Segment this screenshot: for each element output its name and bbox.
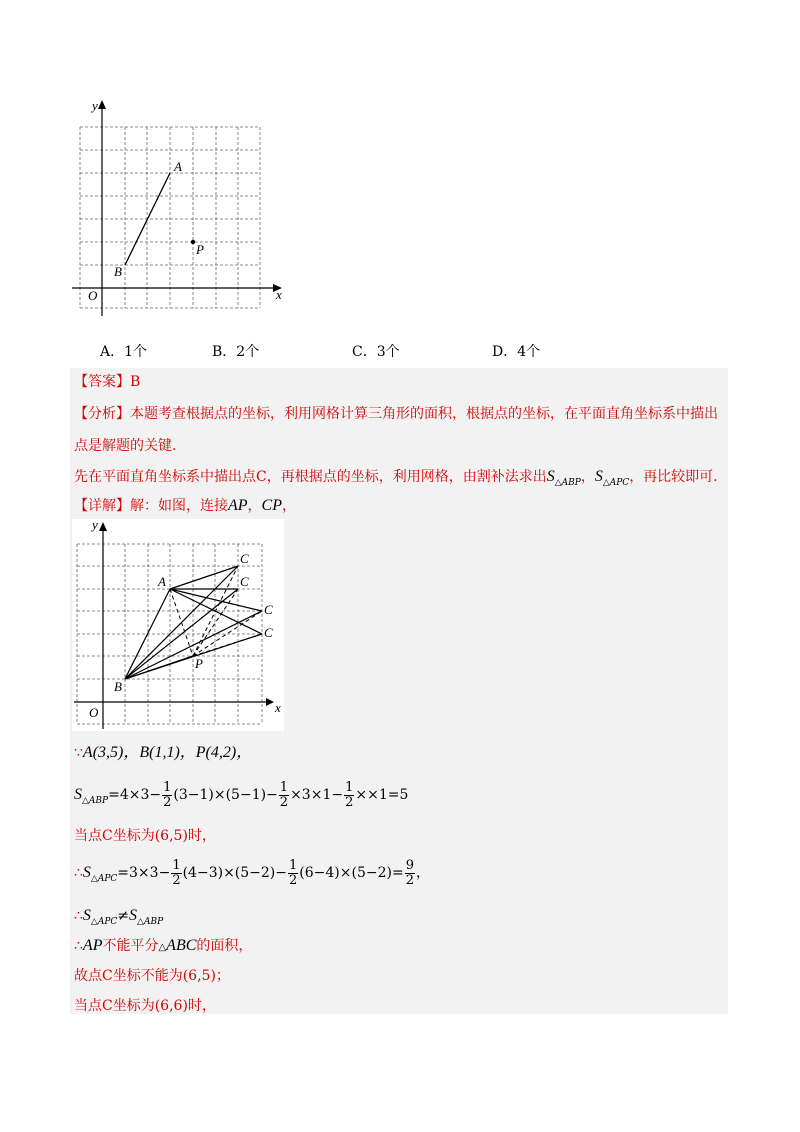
label-b: B [114, 679, 122, 694]
choice-c[interactable]: C．3个 [352, 344, 400, 360]
conclusion1-line: 故点C坐标不能为(6,5)； [74, 968, 230, 984]
label-a: A [174, 159, 182, 174]
label-p: P [196, 242, 204, 257]
label-c-4: C [264, 625, 273, 640]
y-label: y [92, 98, 98, 113]
label-p: P [195, 656, 203, 671]
not-bisect-line: ∴AP不能平分△ABC的面积， [74, 937, 253, 954]
coordinate-figure-1 [68, 94, 293, 324]
s-abp-equation: $S_{\triangle ABP}=4\times 3-$ $\frac{1}{2}$ (3−1)×(5−1)− $\frac{1}{2}$ ×3×1− $\frac{1}{2}$ ××1=5 [74, 779, 409, 810]
grid [80, 127, 260, 308]
choice-d[interactable]: D．4个 [492, 344, 541, 360]
fraction: $\frac{9}{2}$ [405, 857, 414, 888]
point-p [191, 240, 195, 244]
answer-line [74, 372, 140, 392]
label-c-2: C [240, 574, 249, 589]
label-c-1: C [240, 551, 249, 566]
y-axis-arrow [98, 100, 106, 109]
fraction: $\frac{1}{2}$ [172, 857, 181, 888]
answer-value: B [130, 374, 141, 390]
x-label: x [276, 287, 282, 302]
origin-label: O [89, 705, 99, 720]
x-label: x [275, 700, 281, 715]
fraction: $\frac{1}{2}$ [163, 779, 172, 810]
choice-b[interactable]: B．2个 [212, 344, 260, 360]
fraction: $\frac{1}{2}$ [289, 857, 298, 888]
choice-a[interactable]: A．1个 [100, 344, 148, 360]
label-a: A [158, 574, 166, 589]
label-b: B [114, 264, 122, 279]
fraction: $\frac{1}{2}$ [279, 779, 289, 810]
y-label: y [92, 519, 98, 532]
detail-line: 【详解】解：如图，连接AP，CP， [74, 497, 296, 514]
case1-line: 当点C坐标为(6,5)时， [74, 828, 216, 844]
coords-line: ∵A(3,5)，B(1,1)，P(4,2)， [74, 744, 253, 761]
analysis-line-1: 【分析】本题考查根据点的坐标，利用网格计算三角形的面积，根据点的坐标，在平面直角坐标系中描出 [74, 406, 718, 422]
label-c-3: C [264, 602, 273, 617]
inequality-line: $\therefore S_{\triangle APC}\ne S_{\triangle ABP}$ [74, 907, 164, 927]
y-axis-arrow [99, 522, 107, 531]
coordinate-figure-2 [72, 519, 284, 731]
fraction: $\frac{1}{2}$ [345, 779, 354, 810]
s-apc-equation: $\therefore S_{\triangle APC}=3\times 3-$ $\frac{1}{2}$ (4−3)×(5−2)− $\frac{1}{2}$ (6−4)×(5−2)= $\frac{9}{2}$ ， [74, 857, 430, 888]
origin-label: O [88, 288, 98, 303]
case2-line: 当点C坐标为(6,6)时， [74, 998, 216, 1014]
analysis-line-3: 先在平面直角坐标系中描出点C，再根据点的坐标，利用网格，由割补法求出$S_{\triangle ABP}$，$S_{\triangle APC}$，再比较即可. [74, 468, 718, 488]
analysis-line-2: 点是解题的关键. [74, 438, 177, 454]
answer-tag: 【答案】 [74, 374, 130, 390]
x-axis-arrow [266, 698, 274, 706]
